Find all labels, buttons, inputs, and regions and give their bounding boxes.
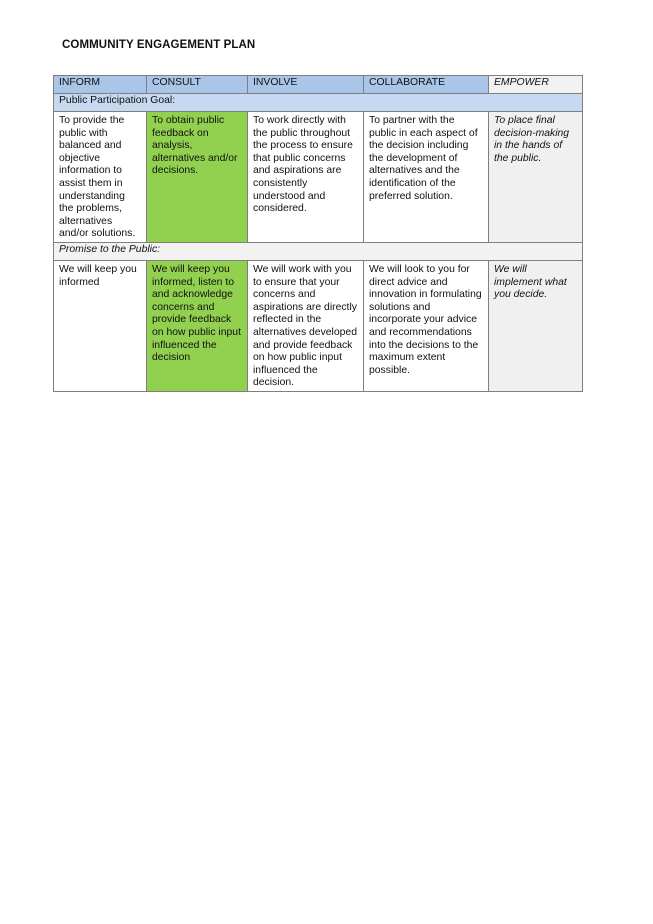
- promise-empower: We will implement what you decide.: [489, 260, 583, 391]
- promise-consult: We will keep you informed, listen to and acknowledge concerns and provide feedback on how public input influenced the decision: [147, 260, 248, 391]
- promise-row: [54, 260, 583, 391]
- goal-empower: To place final decision-making in the hands of the public.: [489, 112, 583, 243]
- header-inform: INFORM: [54, 76, 147, 94]
- promise-involve: We will work with you to ensure that your concerns and aspirations are directly reflected in the alternatives developed and provide feedback on how public input influenced the decision.: [248, 260, 364, 391]
- goal-collaborate: To partner with the public in each aspect of the decision including the development of alternatives and the identification of the preferred solution.: [364, 112, 489, 243]
- goal-inform: To provide the public with balanced and objective information to assist them in understanding the problems, alternatives and/or solutions.: [54, 112, 147, 243]
- document-title: COMMUNITY ENGAGEMENT PLAN: [62, 39, 256, 51]
- header-empower: EMPOWER: [489, 76, 583, 94]
- goal-consult: To obtain public feedback on analysis, alternatives and/or decisions.: [147, 112, 248, 243]
- promise-collaborate: We will look to you for direct advice and innovation in formulating solutions and incorporate your advice and recommendations into the decisions to the maximum extent possible.: [364, 260, 489, 391]
- engagement-table: [53, 75, 583, 392]
- goal-involve: To work directly with the public throughout the process to ensure that public concerns and aspirations are consistently understood and considered.: [248, 112, 364, 243]
- goal-section-row: [54, 94, 583, 112]
- header-consult: CONSULT: [147, 76, 248, 94]
- header-collaborate: COLLABORATE: [364, 76, 489, 94]
- goal-row: [54, 112, 583, 243]
- header-involve: INVOLVE: [248, 76, 364, 94]
- promise-inform: We will keep you informed: [54, 260, 147, 391]
- promise-section-label: Promise to the Public:: [54, 242, 583, 260]
- promise-section-row: [54, 242, 583, 260]
- header-row: [54, 76, 583, 94]
- goal-section-label: Public Participation Goal:: [54, 94, 583, 112]
